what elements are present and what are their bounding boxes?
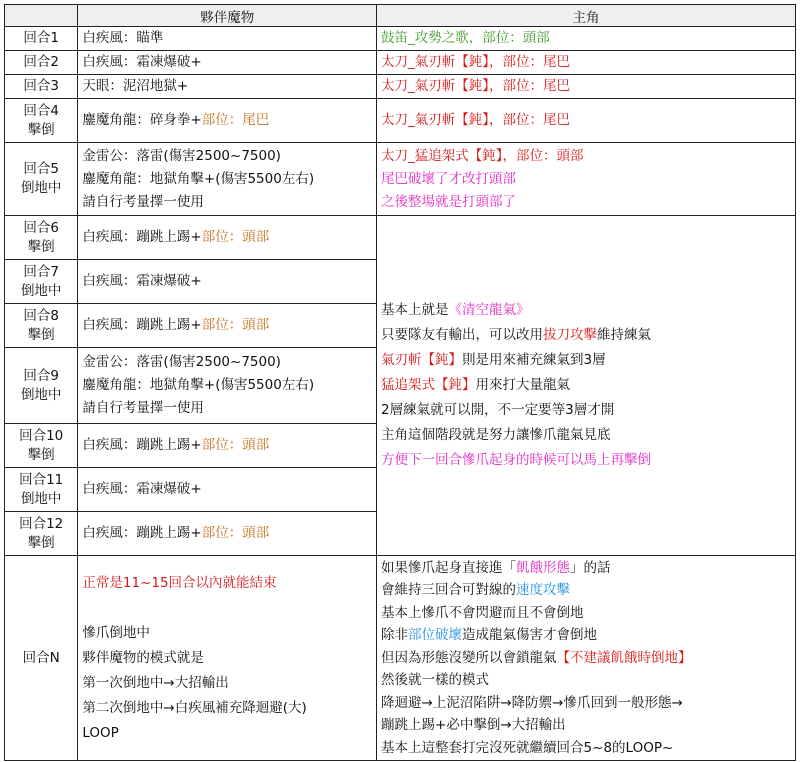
note-text: 然後就一樣的模式 (381, 672, 490, 689)
target-part: 部位：頭部 (201, 437, 270, 453)
pet-note: 第一次倒地中→大招輸出 (82, 674, 229, 691)
table-row (5, 75, 796, 99)
round-cell (5, 512, 78, 556)
round-status: 擊倒 (27, 121, 55, 138)
pet-action: 白疾風：霜凍爆破+ (82, 273, 202, 289)
round-cell (5, 556, 78, 761)
note-text: 造成龍氣傷害才會倒地 (462, 627, 598, 644)
note-highlight: 猛追架式【鈍】 (381, 377, 476, 393)
table-row (5, 27, 796, 51)
pet-note: 夥伴魔物的模式就是 (82, 649, 204, 666)
table-row (5, 556, 796, 761)
pet-action: 白疾風：霜凍爆破+ (82, 481, 202, 497)
note-text: 會維持三回合可對線的 (381, 582, 517, 599)
main-cell (377, 143, 796, 216)
note-text: 如果慘爪起身直接進「 (381, 559, 517, 576)
pet-cell (78, 348, 377, 424)
pet-action: 白疾風：蹦跳上踢+ (82, 437, 202, 453)
pet-cell (78, 260, 377, 304)
pet-cell (78, 216, 377, 260)
note-text: 」的話 (570, 559, 611, 576)
note-text: 基本上慘爪不會閃避而且不會倒地 (381, 604, 584, 621)
round-cell (5, 51, 78, 75)
pet-cell (78, 512, 377, 556)
table-row (5, 99, 796, 143)
note-text: 基本上就是 (381, 302, 449, 318)
round-label: 回合5 (23, 161, 59, 177)
header-round (5, 5, 78, 27)
note-highlight: 部位破壞 (408, 627, 463, 644)
note-highlight: 拔刀攻擊 (543, 327, 598, 343)
main-merged-cell (377, 216, 796, 556)
main-note: 之後整場就是打頭部了 (381, 193, 517, 210)
round-status: 倒地中 (20, 490, 62, 507)
target-part: 部位：頭部 (201, 317, 270, 333)
target-part: 部位：頭部 (201, 525, 270, 541)
round-cell (5, 424, 78, 468)
note-text: 但因為形態沒變所以會鎖龍氣 (381, 649, 557, 666)
note-text: 用來打大量龍氣 (475, 377, 571, 393)
table-row (5, 143, 796, 216)
note-highlight: 速度攻擊 (516, 582, 571, 599)
header-pet: 夥伴魔物 (78, 5, 377, 27)
pet-note: LOOP (82, 724, 119, 741)
round-label: 回合6 (23, 219, 59, 236)
note-highlight: 《清空龍氣》 (448, 302, 530, 318)
target-part: 部位：頭部 (201, 229, 270, 245)
round-label: 回合1 (23, 30, 59, 46)
round-label: 回合8 (23, 307, 59, 324)
pet-option: 金雷公：落雷(傷害2500~7500) (82, 354, 281, 370)
pet-note-spacer (82, 596, 372, 621)
note-text: 維持練氣 (597, 327, 652, 343)
round-status: 擊倒 (27, 446, 55, 463)
pet-cell (78, 556, 377, 761)
round-cell (5, 99, 78, 143)
note-text: 只要隊友有輸出，可以改用 (381, 327, 544, 343)
round-label: 回合11 (19, 471, 64, 488)
main-action: 太刀_猛追架式【鈍】，部位：頭部 (381, 147, 584, 164)
pet-cell (78, 424, 377, 468)
round-cell (5, 27, 78, 51)
main-cell (377, 99, 796, 143)
round-label: 回合N (22, 649, 60, 666)
strategy-table (4, 4, 796, 761)
note-text: 除非 (381, 627, 409, 644)
pet-cell (78, 99, 377, 143)
main-note: 尾巴破壞了才改打頭部 (381, 170, 517, 187)
round-cell (5, 75, 78, 99)
pet-cell (78, 468, 377, 512)
round-cell (5, 143, 78, 216)
round-label: 回合12 (19, 515, 64, 532)
main-cell (377, 51, 796, 75)
pet-note: 慘爪倒地中 (82, 624, 150, 641)
round-cell (5, 216, 78, 260)
note-text: 則是用來補充練氣到3層 (462, 352, 606, 368)
pet-cell (78, 51, 377, 75)
round-label: 回合3 (23, 78, 59, 94)
target-part: 部位：尾巴 (201, 112, 270, 128)
pet-action: 天眼：泥沼地獄+ (82, 78, 189, 94)
pet-cell (78, 27, 377, 51)
main-cell (377, 556, 796, 761)
round-cell (5, 260, 78, 304)
header-row (5, 5, 796, 27)
note-highlight: 氣刃斬【鈍】 (381, 352, 463, 368)
pet-cell (78, 143, 377, 216)
round-status: 倒地中 (20, 180, 62, 196)
round-status: 擊倒 (27, 238, 55, 255)
pet-action: 白疾風：霜凍爆破+ (82, 54, 202, 70)
pet-action: 鏖魔角龍：碎身拳+ (82, 112, 202, 128)
round-label: 回合2 (23, 54, 59, 70)
round-cell (5, 468, 78, 512)
main-cell (377, 75, 796, 99)
round-status: 擊倒 (27, 326, 55, 343)
round-label: 回合4 (23, 102, 59, 119)
note-highlight: 【不建議飢餓時倒地】 (556, 649, 692, 666)
note-text: 2層練氣就可以開，不一定要等3層才開 (381, 402, 615, 418)
round-cell (5, 304, 78, 348)
note-text: 基本上這整套打完沒死就繼續回合5~8的LOOP~ (381, 739, 674, 756)
note-text: 蹦跳上踢+必中擊倒→大招輸出 (381, 717, 566, 734)
round-label: 回合10 (19, 427, 64, 444)
note-text: 主角這個階段就是努力讓慘爪龍氣見底 (381, 427, 611, 443)
note-highlight: 方便下一回合慘爪起身的時候可以馬上再擊倒 (381, 452, 652, 468)
main-action: 太刀_氣刃斬【鈍】，部位：尾巴 (381, 54, 571, 70)
note-text: 降迴避→上泥沼陷阱→降防禦→慘爪回到一般形態→ (381, 694, 683, 711)
round-label: 回合9 (23, 367, 59, 384)
note-highlight: 飢餓形態 (516, 559, 571, 576)
pet-note-highlight: 正常是11~15回合以內就能結束 (82, 574, 277, 591)
pet-option: 金雷公：落雷(傷害2500~7500) (82, 147, 281, 164)
round-cell (5, 348, 78, 424)
table-row (5, 216, 796, 260)
pet-cell (78, 304, 377, 348)
pet-action: 白疾風：蹦跳上踢+ (82, 317, 202, 333)
round-status: 倒地中 (20, 386, 62, 403)
round-status: 倒地中 (20, 282, 62, 299)
pet-cell (78, 75, 377, 99)
main-cell (377, 27, 796, 51)
pet-option: 鏖魔角龍：地獄角擊+(傷害5500左右) (82, 170, 315, 187)
main-action: 鼓笛_攻勢之歌，部位：頭部 (381, 30, 550, 46)
table-row (5, 51, 796, 75)
pet-note: 請自行考量擇一使用 (82, 400, 204, 416)
pet-note: 請自行考量擇一使用 (82, 193, 204, 210)
round-status: 擊倒 (27, 534, 55, 551)
round-label: 回合7 (23, 263, 59, 280)
pet-action: 白疾風：瞄準 (82, 30, 164, 46)
main-action: 太刀_氣刃斬【鈍】，部位：尾巴 (381, 78, 571, 94)
header-main: 主角 (377, 5, 796, 27)
pet-action: 白疾風：蹦跳上踢+ (82, 525, 202, 541)
main-action: 太刀_氣刃斬【鈍】，部位：尾巴 (381, 112, 571, 128)
pet-option: 鏖魔角龍：地獄角擊+(傷害5500左右) (82, 377, 315, 393)
pet-note: 第二次倒地中→白疾風補充降迴避(大) (82, 699, 307, 716)
pet-action: 白疾風：蹦跳上踢+ (82, 229, 202, 245)
